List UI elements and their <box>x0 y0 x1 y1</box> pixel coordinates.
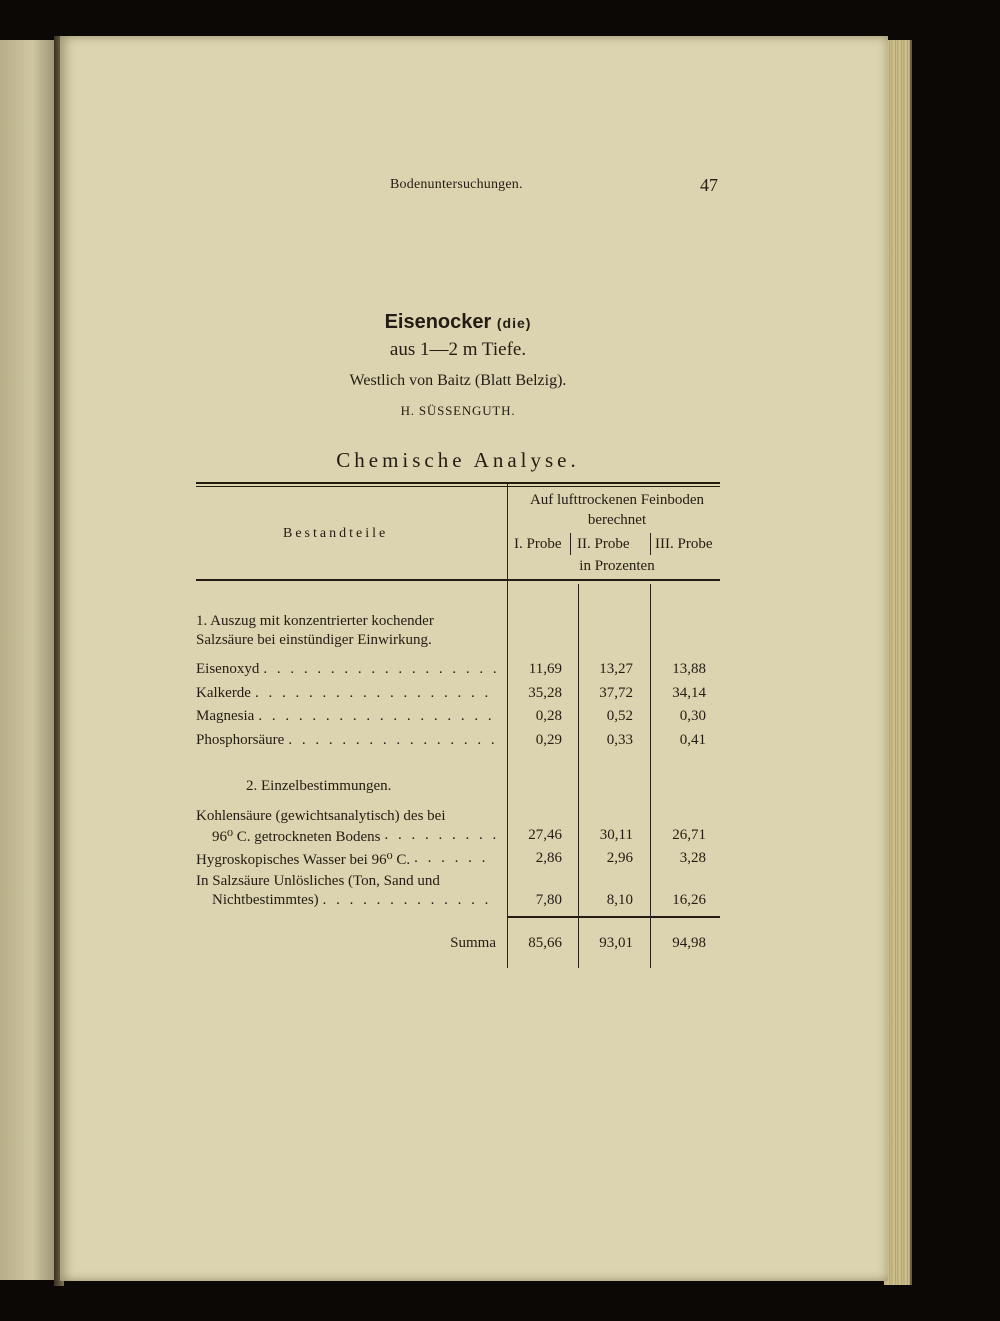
subtitle: aus 1—2 m Tiefe. <box>389 339 527 360</box>
cell-value: 0,41 <box>679 732 706 748</box>
section1-heading-line1: 1. Auszug mit konzentrierter kochender <box>196 613 434 629</box>
cell-value: 34,14 <box>672 685 706 701</box>
table-row <box>196 661 496 678</box>
cell-value: 13,88 <box>672 661 706 677</box>
sum-value: 93,01 <box>599 935 633 951</box>
row-label: Hygroskopisches Wasser bei 96⁰ C. <box>196 852 411 868</box>
cell-value: 0,28 <box>535 708 562 724</box>
table-row <box>196 708 496 725</box>
sum-rule <box>507 916 720 918</box>
cell-value: 8,10 <box>606 892 633 908</box>
header-group-line2: berechnet <box>587 512 647 528</box>
table-row <box>196 685 496 702</box>
section1-heading-line2: Salzsäure bei einstündiger Einwirkung. <box>196 632 432 648</box>
header-col-3: III. Probe <box>655 536 713 552</box>
sum-label: Summa <box>450 935 496 951</box>
table-top-rule-thin <box>196 486 720 487</box>
row-label-line1: In Salzsäure Unlösliches (Ton, Sand und <box>196 873 440 889</box>
cell-value: 0,33 <box>606 732 633 748</box>
cell-value: 0,29 <box>535 732 562 748</box>
table-row <box>196 732 496 749</box>
leader-dots <box>254 708 496 725</box>
cell-value: 2,86 <box>535 850 562 866</box>
section2-heading: 2. Einzelbestimmungen. <box>246 778 392 794</box>
leader-dots <box>259 661 496 678</box>
row-label: 96⁰ C. getrockneten Bodens <box>212 829 381 845</box>
row-label-line1: Kohlensäure (gewichtsanalytisch) des bei <box>196 808 446 824</box>
cell-value: 11,69 <box>528 661 562 677</box>
location: Westlich von Baitz (Blatt Belzig). <box>349 372 567 389</box>
page-number: 47 <box>700 175 718 195</box>
running-head: Bodenuntersuchungen. <box>390 177 523 192</box>
book-page <box>60 36 888 1281</box>
row-label: Kalkerde <box>196 685 251 701</box>
page-edges <box>884 40 912 1285</box>
table-row <box>212 892 496 909</box>
column-divider-1 <box>578 584 579 968</box>
facing-page-edge <box>0 40 57 1280</box>
cell-value: 3,28 <box>679 850 706 866</box>
cell-value: 30,11 <box>599 827 633 843</box>
table-top-rule <box>196 482 720 484</box>
cell-value: 27,46 <box>528 827 562 843</box>
cell-value: 16,26 <box>672 892 706 908</box>
leader-dots <box>410 850 496 869</box>
cell-value: 35,28 <box>528 685 562 701</box>
sum-value: 94,98 <box>672 935 706 951</box>
header-unit: in Prozenten <box>579 558 655 574</box>
header-bestandteile: Bestandteile <box>283 526 389 541</box>
header-bottom-rule <box>196 579 720 581</box>
header-divider-1 <box>570 533 571 555</box>
table-row <box>212 827 496 846</box>
main-title <box>0 311 916 334</box>
main-title-suffix: (die) <box>496 315 532 331</box>
row-label: Phosphorsäure <box>196 732 285 748</box>
leader-dots <box>251 685 496 702</box>
leader-dots <box>319 892 496 909</box>
sum-value: 85,66 <box>528 935 562 951</box>
row-label: Magnesia <box>196 708 255 724</box>
cell-value: 0,52 <box>606 708 633 724</box>
cell-value: 37,72 <box>599 685 633 701</box>
cell-value: 13,27 <box>599 661 633 677</box>
header-divider-2 <box>650 533 651 555</box>
section-title: Chemische Analyse. <box>336 448 580 472</box>
table-row <box>196 850 496 869</box>
cell-value: 2,96 <box>606 850 633 866</box>
header-col-2: II. Probe <box>577 536 630 552</box>
header-group-line1: Auf lufttrockenen Feinboden <box>529 492 705 508</box>
row-label: Nichtbestimmtes) <box>212 892 319 908</box>
leader-dots <box>380 827 496 846</box>
column-divider-2 <box>650 584 651 968</box>
cell-value: 7,80 <box>535 892 562 908</box>
cell-value: 26,71 <box>672 827 706 843</box>
row-label: Eisenoxyd <box>196 661 260 677</box>
main-title-text: Eisenocker <box>384 311 492 333</box>
header-col-1: I. Probe <box>514 536 562 552</box>
cell-value: 0,30 <box>679 708 706 724</box>
leader-dots <box>284 732 496 749</box>
author: H. SÜSSENGUTH. <box>400 403 516 418</box>
